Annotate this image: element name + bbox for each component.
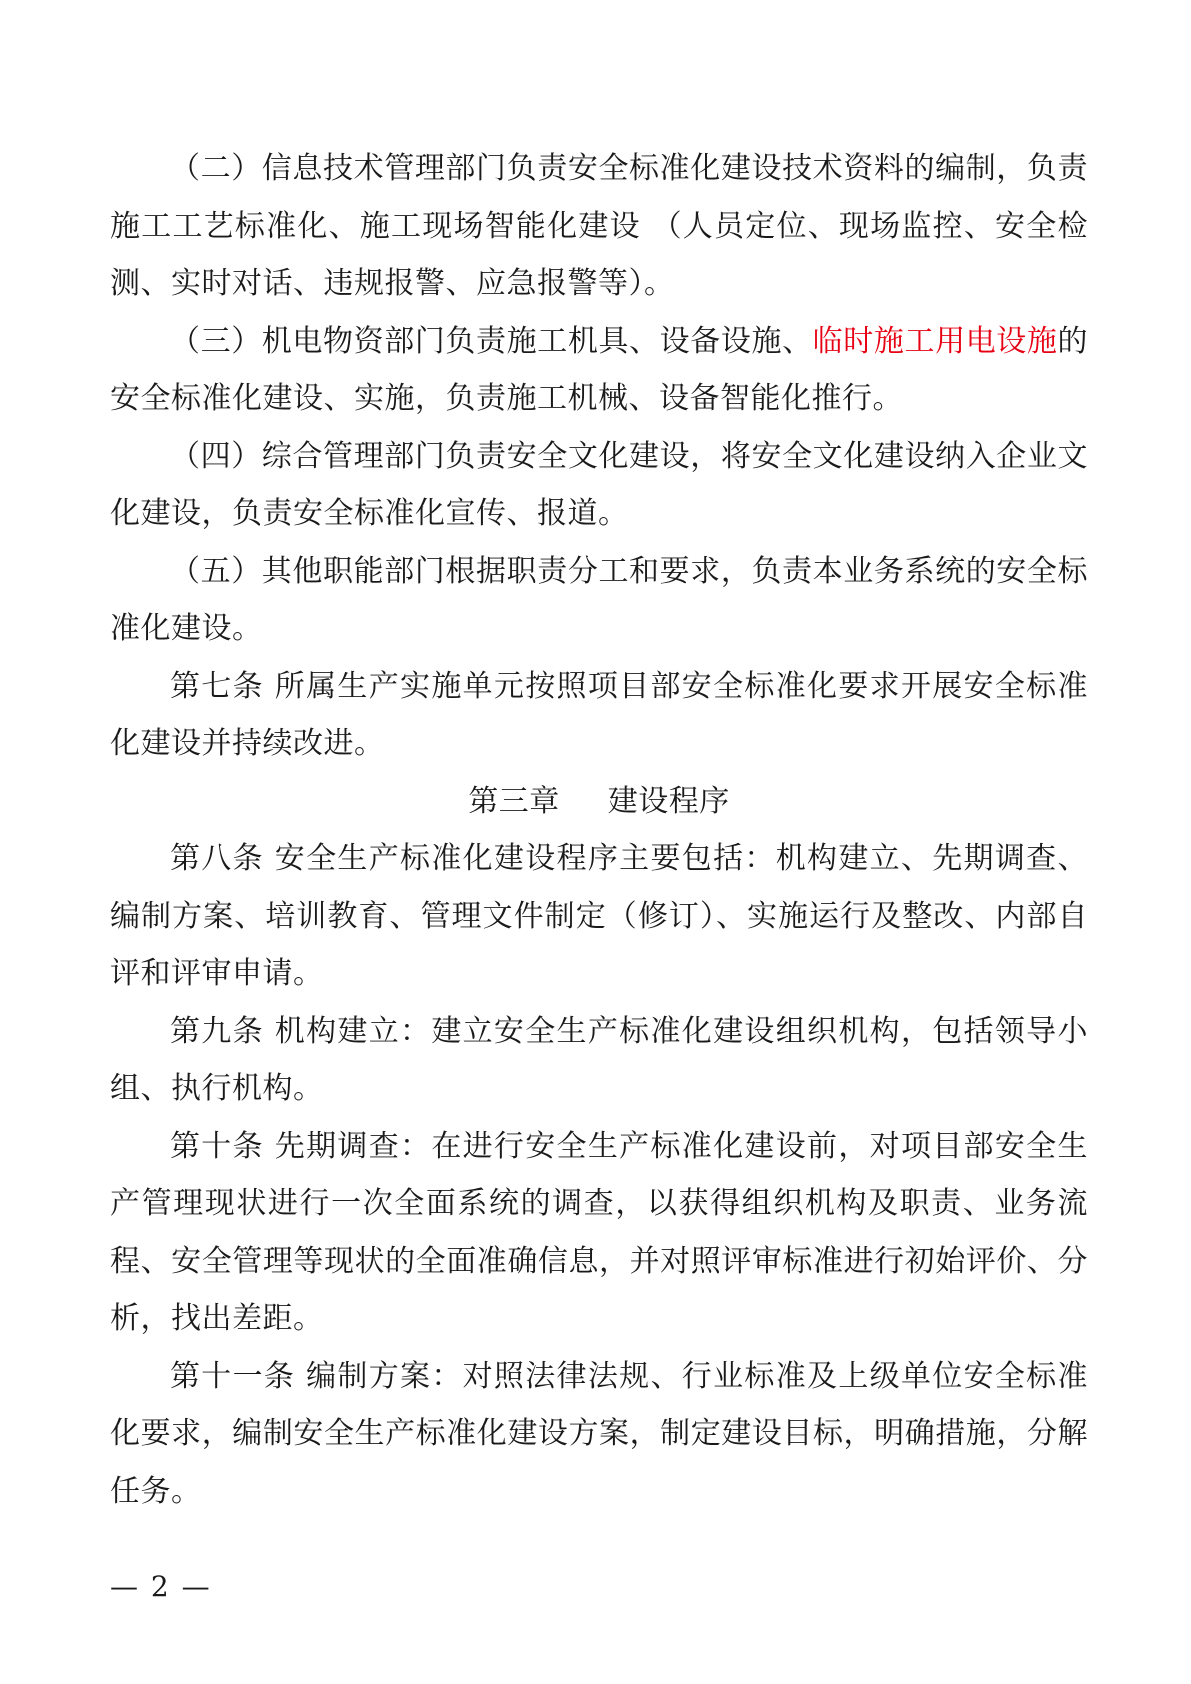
paragraph-item-2: （二）信息技术管理部门负责安全标准化建设技术资料的编制，负责施工工艺标准化、施工现场智能化建设 （人员定位、现场监控、安全检测、实时对话、违规报警、应急报警等）。 bbox=[110, 151, 1088, 301]
document-body bbox=[110, 140, 1088, 1520]
paragraph-item-3-text-before: （三）机电物资部门负责施工机具、设备设施、 bbox=[170, 323, 813, 359]
paragraph-item-3 bbox=[110, 313, 1088, 428]
paragraph-item-3-text-after: 的安全标准化建设、实施，负责施工机械、设备智能化推行。 bbox=[110, 323, 1088, 416]
chapter-number: 第三章 bbox=[468, 783, 560, 819]
article-7: 第七条 所属生产实施单元按照项目部安全标准化要求开展安全标准化建设并持续改进。 bbox=[110, 668, 1088, 761]
chapter-heading bbox=[110, 773, 1088, 831]
chapter-title: 建设程序 bbox=[607, 783, 730, 819]
article-8: 第八条 安全生产标准化建设程序主要包括：机构建立、先期调查、编制方案、培训教育、管理文件制定（修订）、实施运行及整改、内部自评和评审申请。 bbox=[110, 841, 1088, 991]
article-11: 第十一条 编制方案：对照法律法规、行业标准及上级单位安全标准化要求，编制安全生产标准化建设方案，制定建设目标，明确措施，分解任务。 bbox=[110, 1358, 1088, 1509]
article-10: 第十条 先期调查：在进行安全生产标准化建设前，对项目部安全生产管理现状进行一次全面系统的调查，以获得组织机构及职责、业务流程、安全管理等现状的全面准确信息，并对照评审标准进行初始评价、分析，找出差距。 bbox=[110, 1128, 1088, 1336]
highlighted-text-temporary-power: 临时施工用电设施 bbox=[812, 323, 1058, 359]
paragraph-item-5: （五）其他职能部门根据职责分工和要求，负责本业务系统的安全标准化建设。 bbox=[110, 553, 1088, 646]
article-9: 第九条 机构建立：建立安全生产标准化建设组织机构，包括领导小组、执行机构。 bbox=[110, 1013, 1088, 1106]
paragraph-item-4: （四）综合管理部门负责安全文化建设，将安全文化建设纳入企业文化建设，负责安全标准化宣传、报道。 bbox=[110, 438, 1088, 531]
page-number: — 2 — bbox=[110, 1570, 212, 1603]
